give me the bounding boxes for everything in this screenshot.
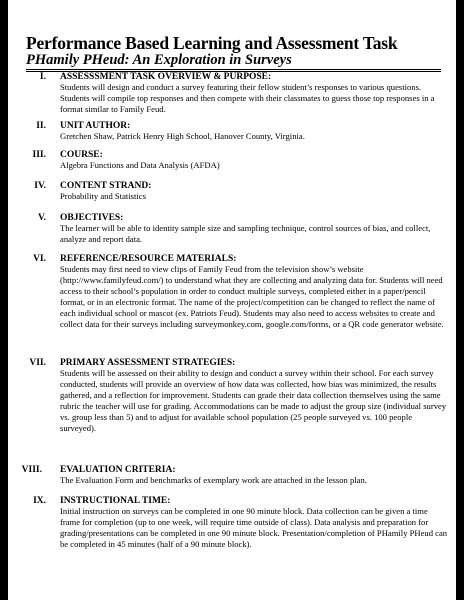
- section-heading: UNIT AUTHOR:: [60, 121, 131, 131]
- section-numeral: VIII.: [21, 465, 42, 475]
- section-numeral: VII.: [29, 358, 46, 368]
- section-numeral: III.: [32, 150, 46, 160]
- section-text: The learner will be able to identity sample size and sampling technique, control sources of bias, and collect, analyze and report data.: [60, 223, 431, 245]
- section-numeral: VI.: [33, 254, 46, 264]
- section-numeral: V.: [37, 213, 46, 223]
- section-numeral: I.: [39, 72, 46, 82]
- section-heading: COURSE:: [60, 150, 103, 160]
- section-text: Students will be assessed on their ability to design and conduct a survey within their school. For each survey conducted, students will provide an overview of how data was collected, how bias was minimized, the results gathered, and a reflection for improvement. Students can grade their data collection themselves using the same rubric the teacher will use for grading. Accommodations can be made to adjust the group size (individual survey vs. group less than 5) and to adjust for available school population (25 people surveyed vs. 100 people surveyed).: [60, 368, 447, 434]
- section-numeral: II.: [36, 121, 46, 131]
- section-heading: INSTRUCTIONAL TIME:: [60, 496, 171, 506]
- document-title: Performance Based Learning and Assessment Task: [26, 33, 398, 53]
- document-page: [8, 0, 456, 600]
- section-text: The Evaluation Form and benchmarks of exemplary work are attached in the lesson plan.: [60, 475, 367, 485]
- section-numeral: IX.: [33, 496, 46, 506]
- section-heading: REFERENCE/RESOURCE MATERIALS:: [60, 254, 237, 264]
- section-heading: OBJECTIVES:: [60, 213, 124, 223]
- section-text: Algebra Functions and Data Analysis (AFDA): [60, 160, 220, 170]
- section-numeral: IV.: [34, 181, 46, 191]
- section-text: Students may first need to view clips of Family Feud from the television show’s website (http://www.familyfeud.com/) to understand what they are collecting and analyzing data for. Students will need access to their school’s population in order to conduct multiple surveys, completed either in a paper/pencil format, or in an electronic format. The name of the project/competition can be changed to reflect the name of each individual school or mascot (ex. Patriots Feud). Students may also need to access websites to create and collect data for their surveys including surveymonkey.com, google.com/forms, or a QR code generator website.: [60, 264, 444, 330]
- section-heading: EVALUATION CRITERIA:: [60, 465, 176, 475]
- title-rule-top: [26, 69, 441, 70]
- section-heading: PRIMARY ASSESSMENT STRATEGIES:: [60, 358, 236, 368]
- document-subtitle: PHamily PHeud: An Exploration in Surveys: [26, 52, 292, 68]
- section-text: Initial instruction on surveys can be completed in one 90 minute block. Data collection can be given a time frame for completion (up to one week, will require time outside of class). Data analysis and preparation for grading/presentations can be completed in one 90 minute block. Presentation/completion of PHamily PHeud can be completed in 45 minutes (half of a 90 minute block).: [60, 506, 448, 550]
- section-text: Gretchen Shaw, Patrick Henry High School, Hanover County, Virginia.: [60, 131, 305, 141]
- section-heading: ASSESSSMENT TASK OVERVIEW & PURPOSE:: [60, 72, 272, 82]
- section-text: Students will design and conduct a survey featuring their fellow student’s responses to various questions. Students will compile top responses and then compete with their classmates to guess those top responses in a format similar to Family Feud.: [60, 82, 435, 115]
- section-heading: CONTENT STRAND:: [60, 181, 152, 191]
- section-text: Probability and Statistics: [60, 191, 146, 201]
